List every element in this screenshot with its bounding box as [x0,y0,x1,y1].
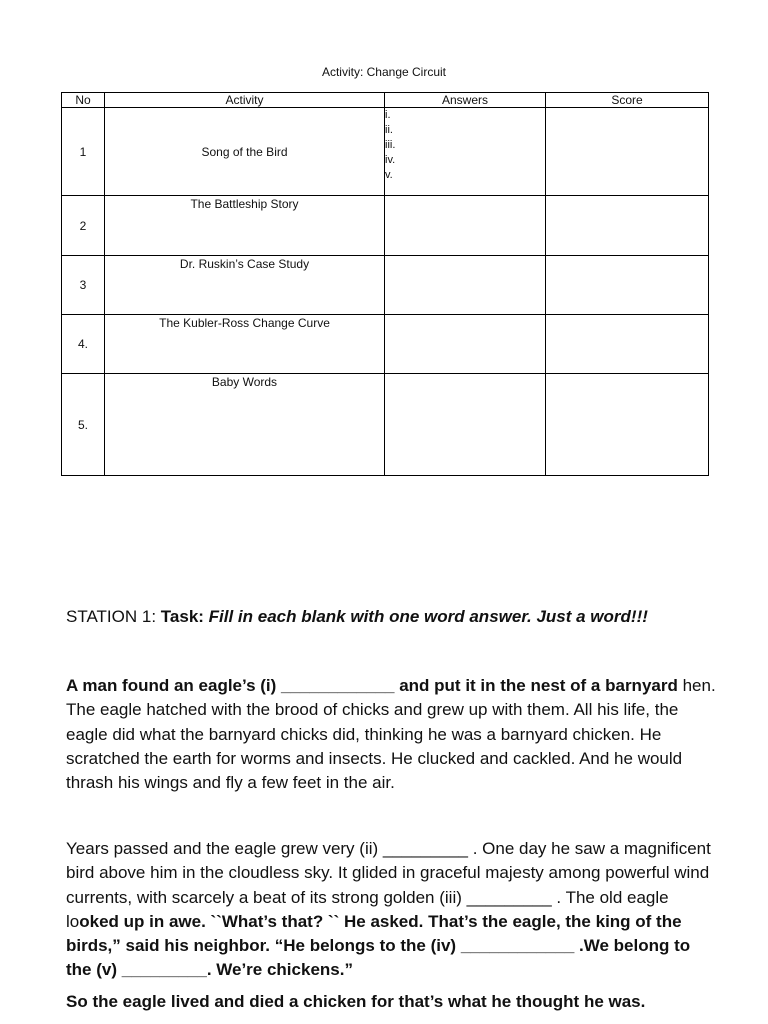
row-number: 5. [62,374,105,476]
answer-line: ii. [385,124,393,136]
score-cell [546,108,709,196]
answers-cell [385,108,546,196]
answers-cell [385,315,546,374]
answer-line: v. [385,169,393,181]
table-row [62,108,709,196]
story-p2-bold: oked up in awe. ``What’s that? `` He asked. That’s the eagle, the king of the birds,” said his neighbor. “He belongs to the (iv) ____________ .We belong to the (v) _________. We’re chickens.” [66,911,691,980]
table-row [62,315,709,374]
task-label: Task: [160,607,209,626]
story-paragraph-1 [66,674,716,795]
score-cell [546,256,709,315]
table-row [62,374,709,476]
row-number: 4. [62,315,105,374]
table-header-row [62,93,709,108]
row-number: 1 [62,108,105,196]
answers-cell [385,374,546,476]
score-cell [546,196,709,256]
activity-name: Song of the Bird [105,108,385,196]
table-row [62,196,709,256]
header-answers: Answers [385,93,546,108]
activity-name: The Battleship Story [105,196,385,256]
row-number: 3 [62,256,105,315]
score-cell [546,374,709,476]
story-paragraph-2 [66,837,716,983]
activity-name: Baby Words [105,374,385,476]
answer-line: iii. [385,139,396,151]
header-score: Score [546,93,709,108]
activity-name: Dr. Ruskin’s Case Study [105,256,385,315]
document-title: Activity: Change Circuit [321,65,447,79]
activity-name: The Kubler-Ross Change Curve [105,315,385,374]
station-heading [66,607,648,627]
row-number: 2 [62,196,105,256]
story-p1-bold: A man found an eagle’s (i) ____________ and put it in the nest of a barnyard [66,676,678,695]
header-activity: Activity [105,93,385,108]
answer-line: i. [385,109,391,121]
station-label: STATION 1: [66,607,161,626]
answers-cell [385,256,546,315]
answers-cell [385,196,546,256]
story-p1-text: hen. The eagle hatched with the brood of chicks and grew up with them. All his life, the eagle did what the barnyard chicks did, thinking he was a barnyard chicken. He scratched the earth for worms and insects. He clucked and cackled. And he would thrash his wings and fly a few feet in the air. [66,676,716,793]
story-paragraph-3: So the eagle lived and died a chicken for that’s what he thought he was. [66,992,646,1011]
header-no: No [62,93,105,108]
answer-line: iv. [385,154,396,166]
score-cell [546,315,709,374]
story-p2-text: Years passed and the eagle grew very (ii) _________ . One day he saw a magnificent bird above him in the cloudless sky. It glided in graceful majesty among powerful wind currents, with scarcely a beat of its strong golden (iii) _________ . The old eagle lo [66,839,711,931]
task-instructions: Fill in each blank with one word answer. Just a word!!! [208,607,648,626]
activity-table [61,92,709,476]
table-row [62,256,709,315]
